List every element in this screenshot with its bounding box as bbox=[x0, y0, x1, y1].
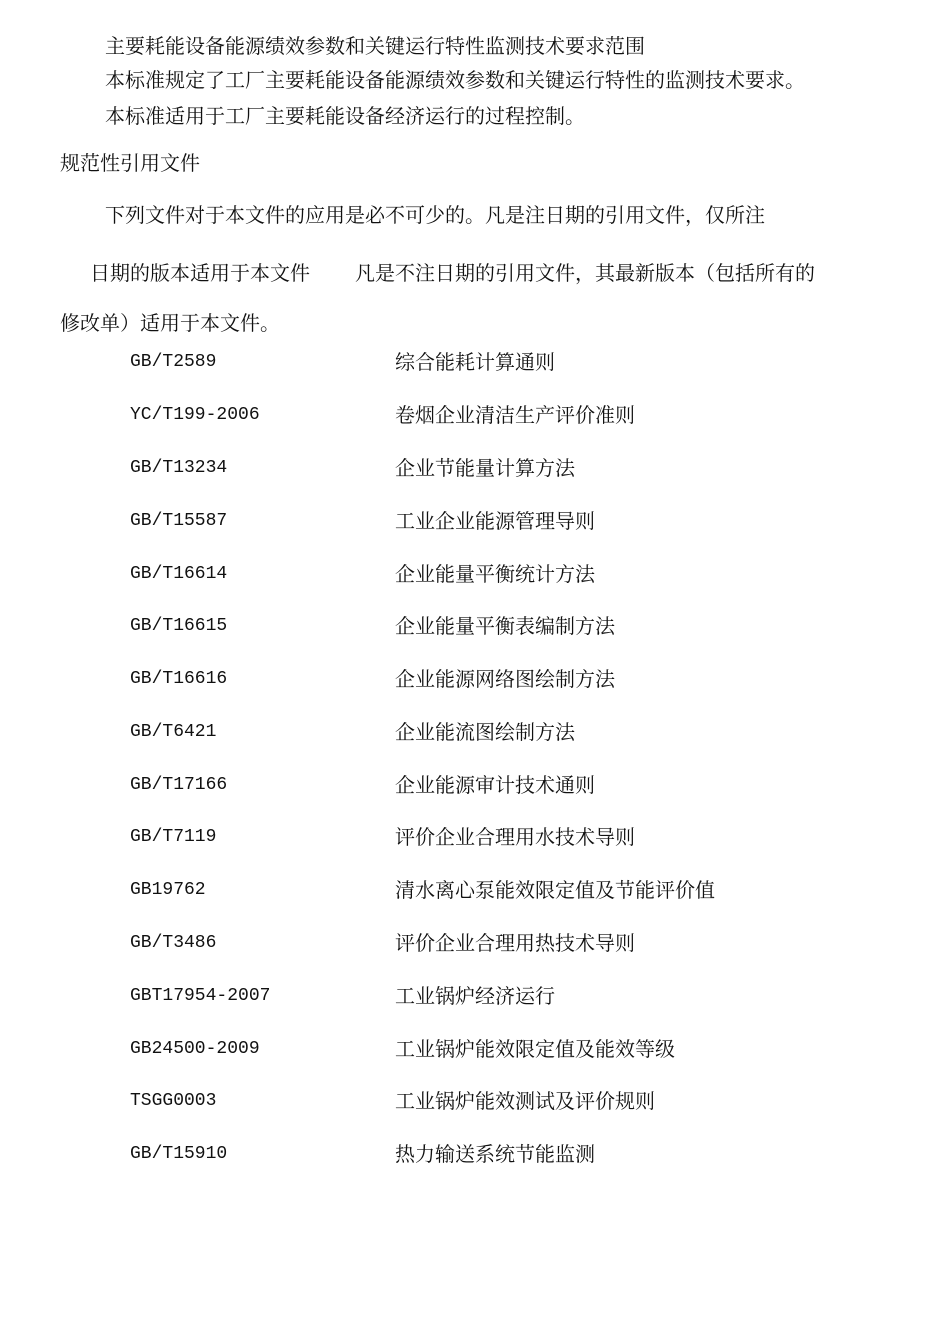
reference-code: GB19762 bbox=[130, 880, 206, 900]
references-heading: 规范性引用文件 bbox=[60, 151, 200, 175]
reference-row bbox=[0, 823, 950, 853]
scope-heading: 主要耗能设备能源绩效参数和关键运行特性监测技术要求范围 bbox=[105, 34, 645, 58]
reference-code: GB/T3486 bbox=[130, 933, 217, 953]
reference-code: GB/T7119 bbox=[130, 827, 217, 847]
reference-title: 卷烟企业清洁生产评价准则 bbox=[395, 403, 635, 427]
reference-code: YC/T199-2006 bbox=[130, 405, 260, 425]
reference-title: 工业企业能源管理导则 bbox=[395, 509, 595, 533]
reference-row bbox=[0, 1087, 950, 1117]
reference-code: GB/T16616 bbox=[130, 669, 228, 689]
references-intro-line-1: 下列文件对于本文件的应用是必不可少的。凡是注日期的引用文件，仅所注 bbox=[105, 203, 765, 227]
reference-code: GBT17954-2007 bbox=[130, 986, 271, 1006]
reference-row bbox=[0, 454, 950, 484]
reference-title: 企业能流图绘制方法 bbox=[395, 720, 575, 744]
reference-title: 企业能源网络图绘制方法 bbox=[395, 667, 615, 691]
reference-code: GB/T15587 bbox=[130, 511, 228, 531]
reference-row bbox=[0, 876, 950, 906]
reference-row bbox=[0, 612, 950, 642]
reference-row bbox=[0, 982, 950, 1012]
reference-row bbox=[0, 771, 950, 801]
reference-row bbox=[0, 1035, 950, 1065]
reference-title: 工业锅炉经济运行 bbox=[395, 984, 555, 1008]
reference-code: TSGG0003 bbox=[130, 1091, 217, 1111]
reference-title: 工业锅炉能效限定值及能效等级 bbox=[395, 1037, 675, 1061]
scope-paragraph-1: 本标准规定了工厂主要耗能设备能源绩效参数和关键运行特性的监测技术要求。 bbox=[105, 68, 805, 92]
reference-code: GB24500-2009 bbox=[130, 1039, 260, 1059]
reference-row bbox=[0, 348, 950, 378]
references-intro-line-2b: 凡是不注日期的引用文件，其最新版本（包括所有的 bbox=[355, 261, 815, 285]
references-intro-line-3: 修改单）适用于本文件。 bbox=[60, 311, 280, 335]
reference-row bbox=[0, 929, 950, 959]
reference-title: 清水离心泵能效限定值及节能评价值 bbox=[395, 878, 715, 902]
reference-title: 热力输送系统节能监测 bbox=[395, 1142, 595, 1166]
reference-title: 工业锅炉能效测试及评价规则 bbox=[395, 1089, 655, 1113]
reference-title: 企业能源审计技术通则 bbox=[395, 773, 595, 797]
reference-row bbox=[0, 560, 950, 590]
references-intro-line-2a: 日期的版本适用于本文件 bbox=[90, 261, 310, 285]
reference-code: GB/T16615 bbox=[130, 616, 228, 636]
scope-paragraph-2: 本标准适用于工厂主要耗能设备经济运行的过程控制。 bbox=[105, 104, 585, 128]
reference-title: 企业能量平衡表编制方法 bbox=[395, 614, 615, 638]
reference-code: GB/T16614 bbox=[130, 564, 228, 584]
reference-row bbox=[0, 665, 950, 695]
reference-row bbox=[0, 507, 950, 537]
reference-code: GB/T17166 bbox=[130, 775, 228, 795]
reference-title: 企业节能量计算方法 bbox=[395, 456, 575, 480]
reference-code: GB/T6421 bbox=[130, 722, 217, 742]
reference-code: GB/T13234 bbox=[130, 458, 228, 478]
reference-code: GB/T15910 bbox=[130, 1144, 228, 1164]
reference-row bbox=[0, 1140, 950, 1170]
reference-row bbox=[0, 718, 950, 748]
reference-row bbox=[0, 401, 950, 431]
reference-title: 评价企业合理用水技术导则 bbox=[395, 825, 635, 849]
reference-title: 评价企业合理用热技术导则 bbox=[395, 931, 635, 955]
reference-title: 综合能耗计算通则 bbox=[395, 350, 555, 374]
reference-code: GB/T2589 bbox=[130, 352, 217, 372]
reference-title: 企业能量平衡统计方法 bbox=[395, 562, 595, 586]
